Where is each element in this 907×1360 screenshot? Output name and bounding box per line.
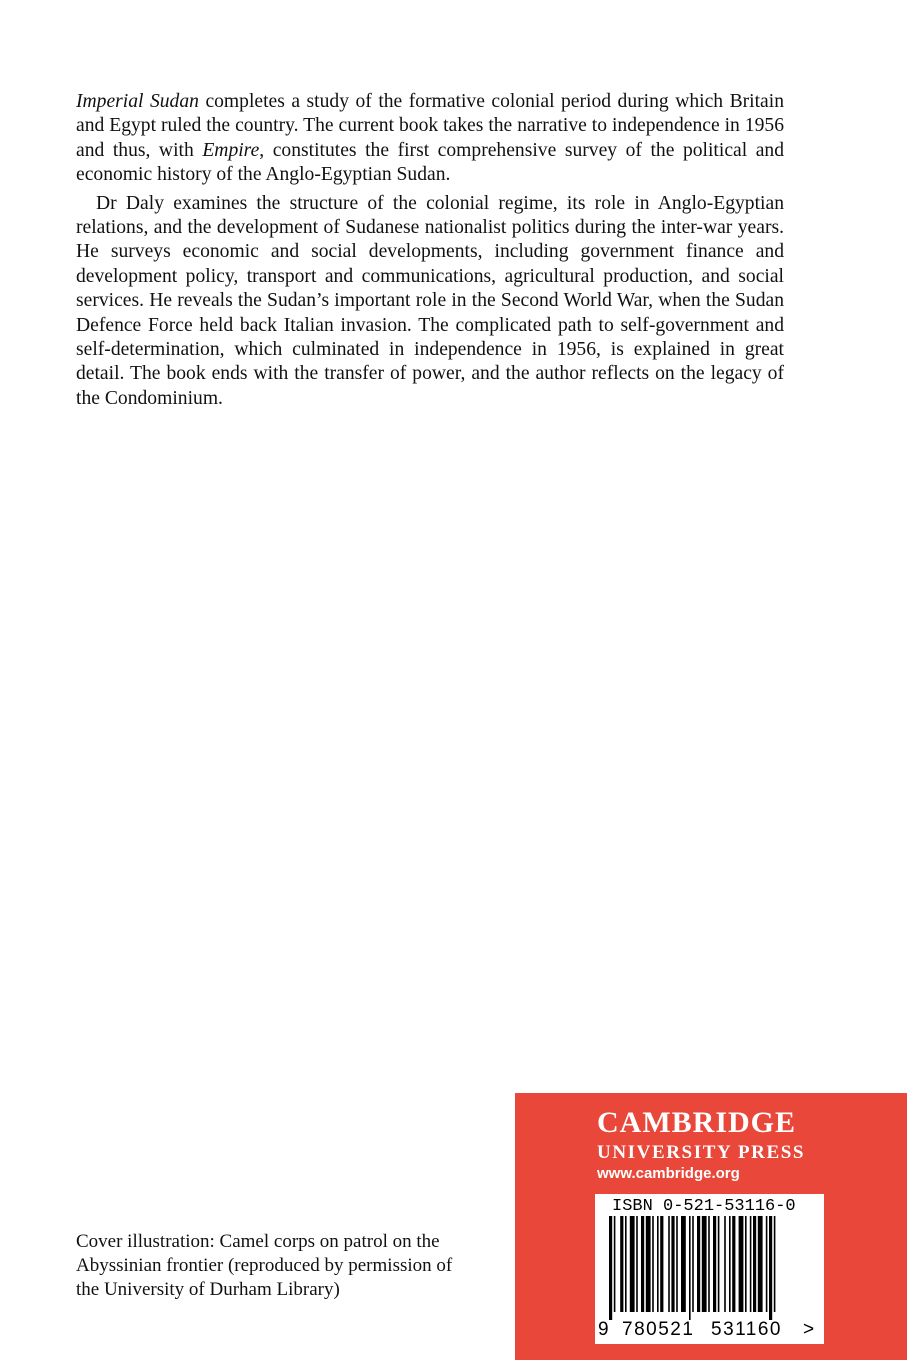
barcode-bar: [697, 1216, 700, 1312]
barcode-bar: [713, 1216, 716, 1312]
barcode-bar: [660, 1216, 663, 1312]
barcode-bar: [774, 1216, 776, 1312]
barcode-panel: [595, 1194, 824, 1344]
barcode-bar: [657, 1216, 659, 1312]
barcode-bar: [652, 1216, 654, 1312]
barcode-bar: [614, 1216, 616, 1312]
barcode-bar: [641, 1216, 644, 1312]
publisher-panel: [515, 1093, 907, 1360]
barcode-end-mark: >: [803, 1319, 815, 1340]
credit-line: Cover illustration: Camel corps on patrol on the: [76, 1231, 440, 1252]
barcode-bar: [668, 1216, 670, 1312]
barcode-bar: [689, 1216, 691, 1320]
barcode-bar: [739, 1216, 744, 1312]
barcode-bar: [724, 1216, 726, 1312]
publisher-url: www.cambridge.org: [597, 1165, 740, 1182]
barcode-bar: [625, 1216, 627, 1312]
barcode-bar: [681, 1216, 686, 1312]
barcode-digit-first: 9: [598, 1319, 609, 1340]
barcode-bar: [753, 1216, 756, 1312]
barcode-bar: [718, 1216, 720, 1312]
credit-line: the University of Durham Library): [76, 1279, 340, 1300]
blurb-text: [76, 90, 784, 411]
barcode-bar: [671, 1216, 674, 1312]
publisher-press: UNIVERSITY PRESS: [597, 1142, 806, 1163]
barcode-bar: [636, 1216, 638, 1312]
barcode-bar: [646, 1216, 651, 1312]
barcode-bar: [745, 1216, 747, 1312]
barcode-bar: [702, 1216, 707, 1312]
blurb-paragraph-1: [76, 90, 784, 188]
barcode-bar: [630, 1216, 635, 1312]
barcode-bar: [692, 1216, 694, 1312]
empire-italic: Empire: [202, 139, 260, 161]
credit-line: Abyssinian frontier (reproduced by permission of: [76, 1255, 453, 1276]
barcode-bar: [769, 1216, 772, 1320]
barcode-bar: [676, 1216, 678, 1312]
barcode-bar: [766, 1216, 768, 1312]
blurb-text-segment: , constitutes the first comprehensive survey of the political and economic history of the Anglo-Egyptian Sudan.: [76, 139, 784, 186]
barcode-bar: [708, 1216, 710, 1312]
cover-credit: [76, 1230, 496, 1302]
barcode-digits-right: 531160: [711, 1319, 782, 1340]
barcode-digits-left: 780521: [622, 1319, 695, 1340]
barcode-bar: [732, 1216, 735, 1312]
barcode-bar: [729, 1216, 731, 1312]
publisher-name: CAMBRIDGE: [597, 1106, 797, 1139]
barcode-bar: [750, 1216, 752, 1312]
barcode-bar: [620, 1216, 623, 1312]
blurb-text-segment: completes a study of the formative colonial period during which Britain and Egypt ruled the country. The current book takes the narrative to independence in 1956 and thus, with: [76, 91, 784, 161]
barcode-digits: [595, 1319, 824, 1343]
title-italic: Imperial Sudan: [76, 91, 199, 112]
barcode-bar: [609, 1216, 612, 1320]
isbn-label: ISBN 0-521-53116-0: [612, 1197, 796, 1216]
barcode-bar: [758, 1216, 763, 1312]
blurb-paragraph-2: Dr Daly examines the structure of the colonial regime, its role in Anglo-Egyptian relations, and the development of Sudanese nationalist politics during the inter-war years. He surveys economic and social developments, including government finance and development policy, transport and communications, agricultural production, and social services. He reveals the Sudan’s important role in the Second World War, when the Sudan Defence Force held back Italian invasion. The complicated path to self-government and self-determination, which culminated in independence in 1956, is explained in great detail. The book ends with the transfer of power, and the author reflects on the legacy of the Condominium.: [76, 192, 784, 409]
barcode-icon: [595, 1216, 824, 1322]
